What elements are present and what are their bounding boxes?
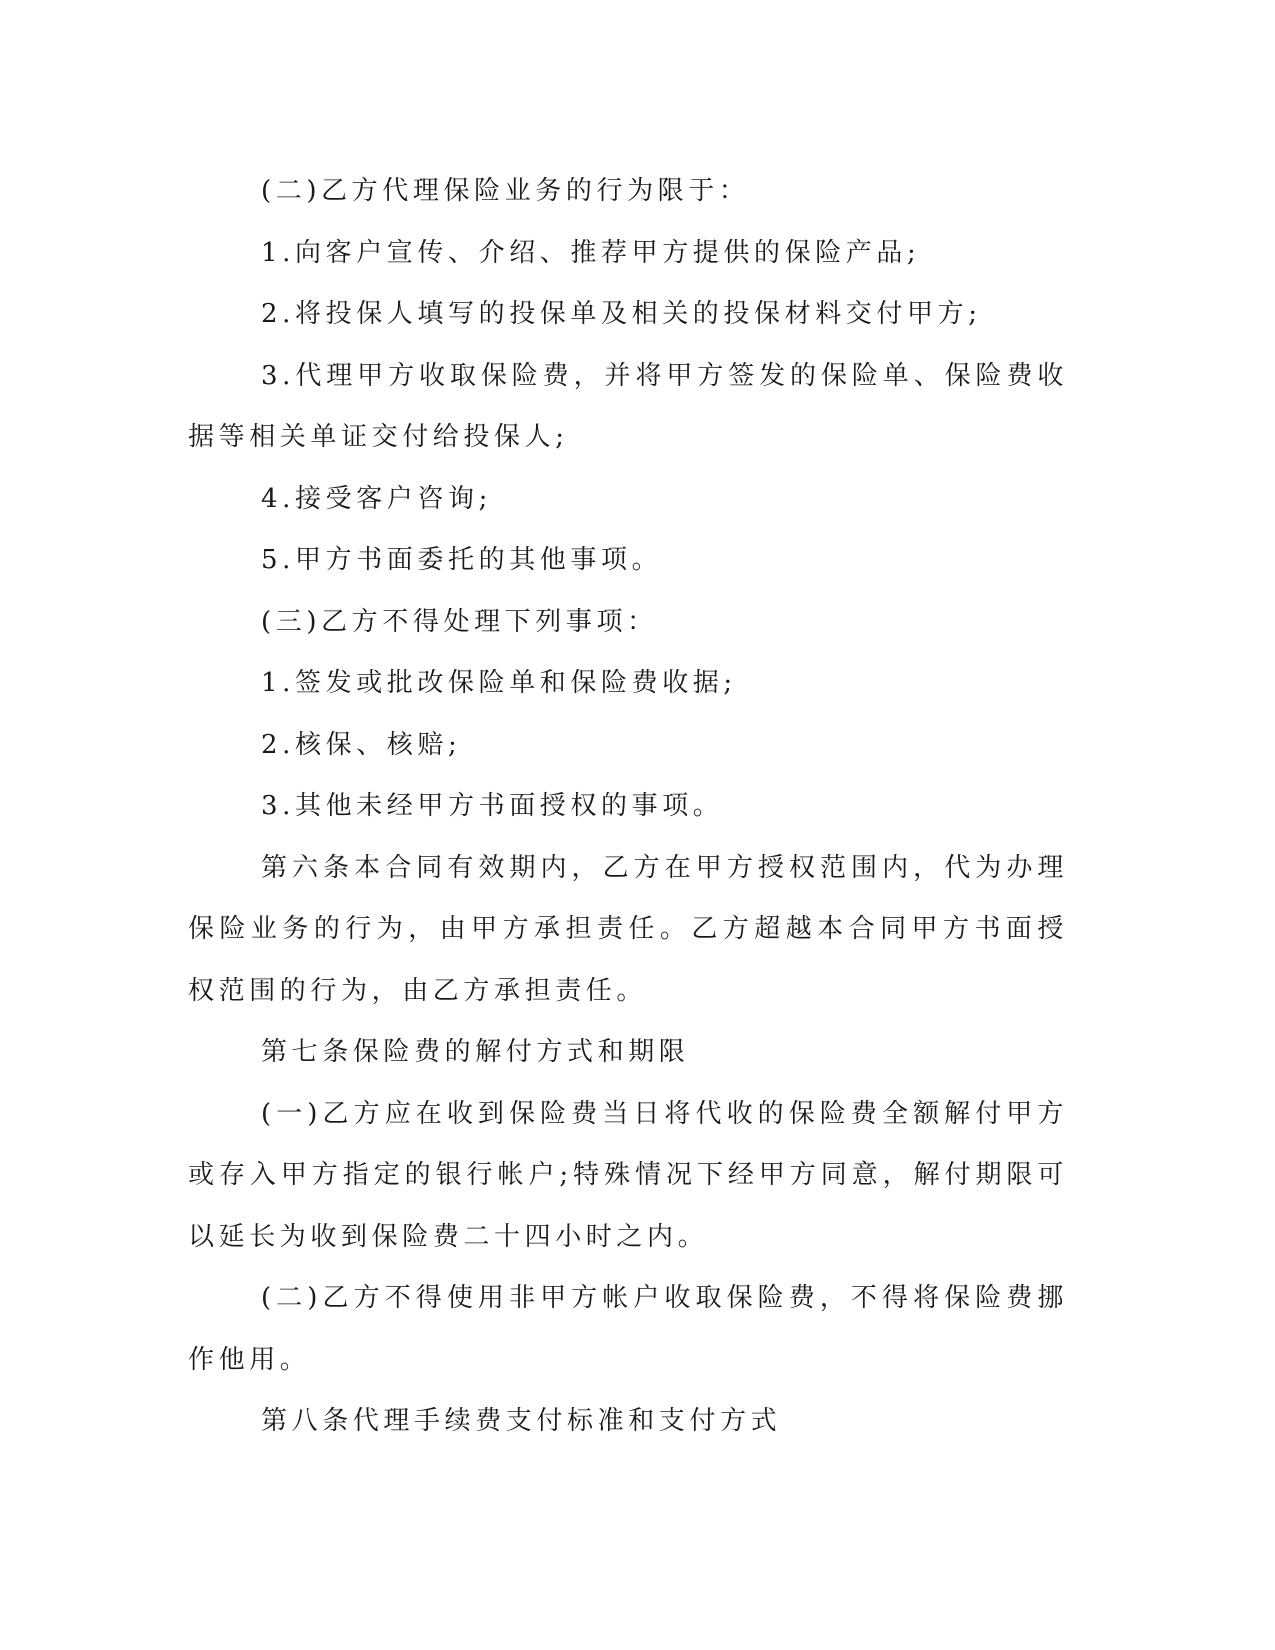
paragraph-article-7-item-1: (一)乙方应在收到保险费当日将代收的保险费全额解付甲方或存入甲方指定的银行帐户;特殊情况下经甲方同意，解付期限可以延长为收到保险费二十四小时之内。 [188, 1098, 1068, 1252]
paragraph-scope-item-4: 4.接受客户咨询; [261, 483, 492, 514]
paragraph-scope-item-3: 3.代理甲方收取保险费，并将甲方签发的保险单、保险费收据等相关单证交付给投保人; [188, 360, 1068, 452]
paragraph-prohibited-item-1: 1.签发或批改保险单和保险费收据; [261, 668, 737, 698]
paragraph-article-7-item-2: (二)乙方不得使用非甲方帐户收取保险费，不得将保险费挪作他用。 [188, 1283, 1068, 1375]
paragraph-prohibited-item-2: 2.核保、核赔; [261, 729, 462, 760]
paragraph-scope-item-1: 1.向客户宣传、介绍、推荐甲方提供的保险产品; [261, 237, 921, 268]
paragraph-agent-scope-heading: (二)乙方代理保险业务的行为限于： [261, 176, 750, 206]
paragraph-scope-item-2: 2.将投保人填写的投保单及相关的投保材料交付甲方; [261, 299, 982, 329]
paragraph-article-6: 第六条本合同有效期内，乙方在甲方授权范围内，代为办理保险业务的行为，由甲方承担责任。乙方超越本合同甲方书面授权范围的行为，由乙方承担责任。 [188, 852, 1068, 1006]
paragraph-prohibited-item-3: 3.其他未经甲方书面授权的事项。 [261, 791, 724, 821]
paragraph-article-8-heading: 第八条代理手续费支付标准和支付方式 [261, 1406, 782, 1436]
paragraph-scope-item-5: 5.甲方书面委托的其他事项。 [261, 545, 663, 575]
document-body [188, 161, 1068, 1453]
paragraph-prohibited-heading: (三)乙方不得处理下列事项： [261, 606, 658, 637]
paragraph-article-7-heading: 第七条保险费的解付方式和期限 [261, 1037, 690, 1067]
